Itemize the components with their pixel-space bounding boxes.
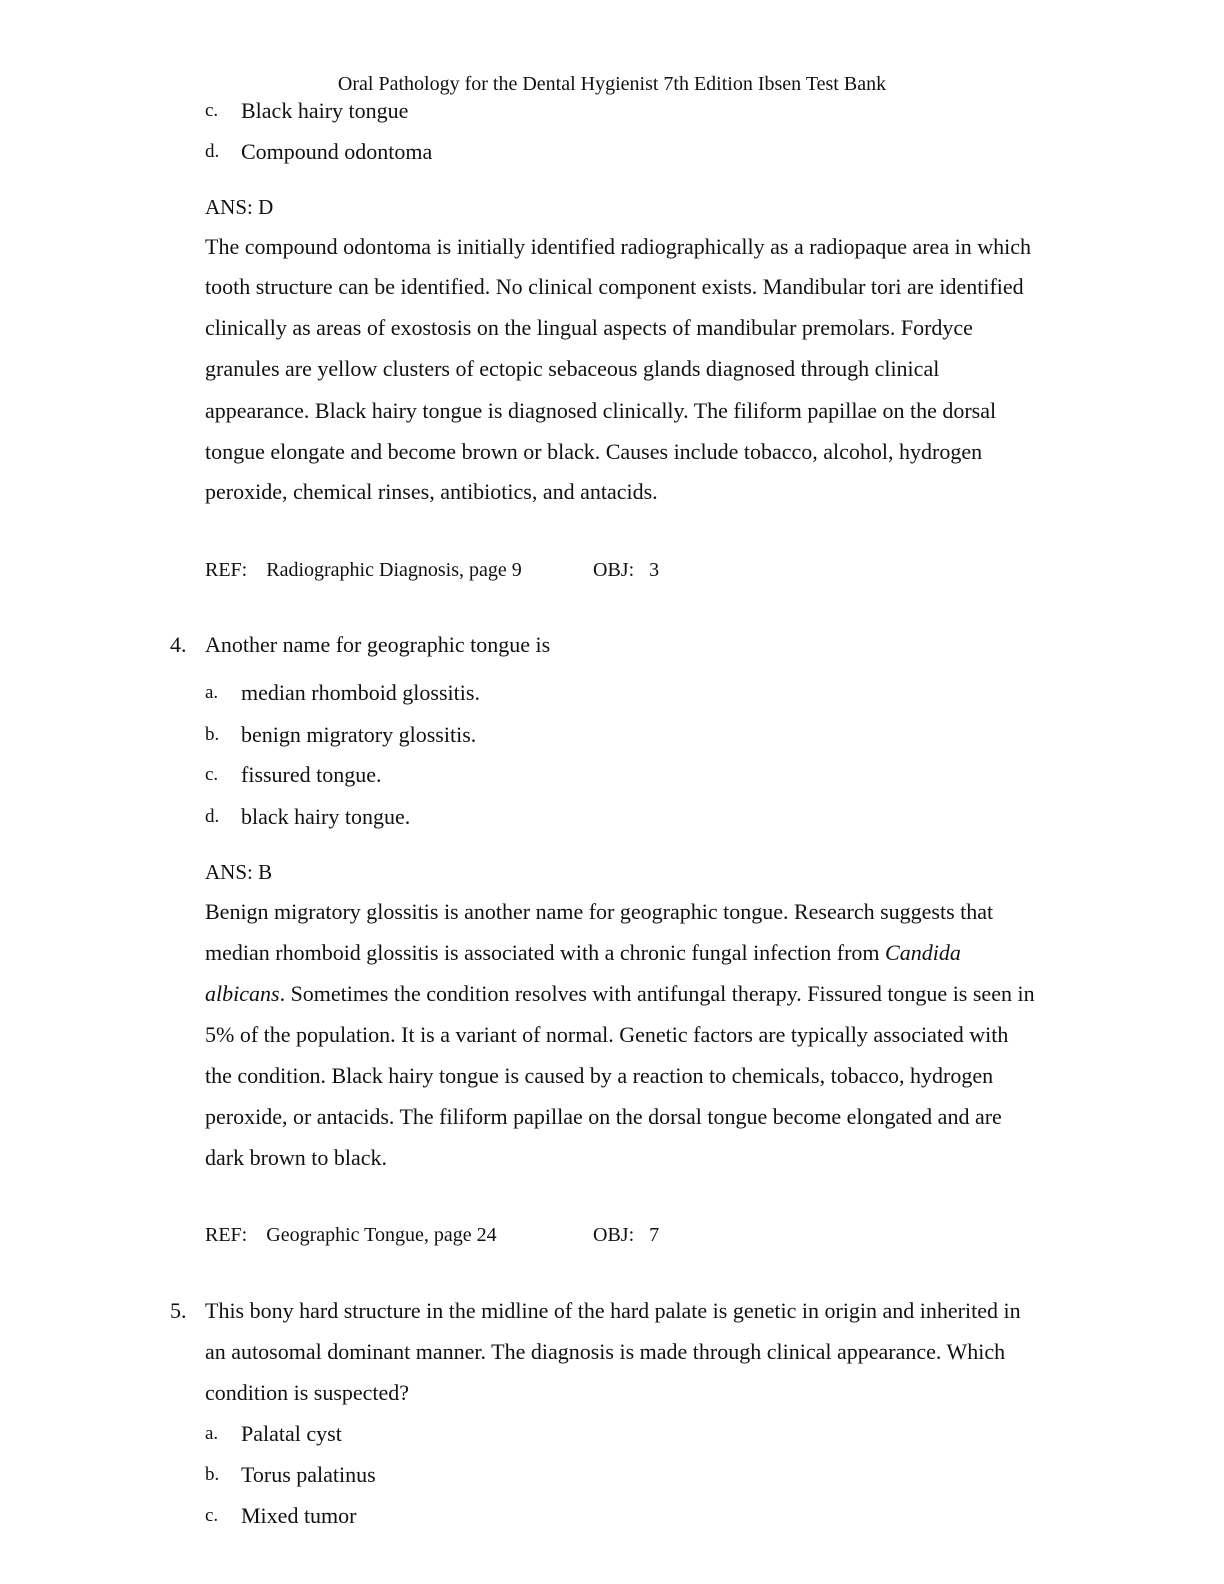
answer-key: ANS: D — [205, 195, 274, 219]
option-text: Mixed tumor — [241, 1503, 357, 1528]
option-letter: d. — [205, 806, 220, 827]
obj-value: 3 — [649, 559, 660, 581]
reference-line — [205, 555, 522, 585]
option-letter: c. — [205, 100, 219, 121]
option-text: Black hairy tongue — [241, 98, 409, 123]
obj-label: OBJ: — [593, 1224, 635, 1246]
ref-label: REF: — [205, 559, 248, 581]
question-stem-line: an autosomal dominant manner. The diagnosis is made through clinical appearance. Which — [205, 1339, 1006, 1364]
question-number: 5. — [170, 1298, 187, 1323]
rationale-line: tongue elongate and become brown or black. Causes include tobacco, alcohol, hydrogen — [205, 439, 983, 464]
rationale-line: peroxide, chemical rinses, antibiotics, and antacids. — [205, 479, 658, 504]
option-text: Torus palatinus — [241, 1462, 376, 1487]
rationale-line: 5% of the population. It is a variant of normal. Genetic factors are typically associated with — [205, 1022, 1009, 1047]
rationale-line: Benign migratory glossitis is another name for geographic tongue. Research suggests that — [205, 899, 994, 924]
option-letter: c. — [205, 1505, 219, 1526]
question-number: 4. — [170, 632, 187, 657]
option-letter: a. — [205, 682, 219, 703]
answer-key: ANS: B — [205, 860, 273, 884]
reference-line — [205, 1220, 497, 1250]
ref-text: Radiographic Diagnosis, page 9 — [266, 559, 522, 581]
rationale-line: granules are yellow clusters of ectopic sebaceous glands diagnosed through clinical — [205, 356, 940, 381]
rationale-line: appearance. Black hairy tongue is diagnosed clinically. The filiform papillae on the dorsal — [205, 398, 997, 423]
option-letter: d. — [205, 141, 220, 162]
rationale-line: clinically as areas of exostosis on the lingual aspects of mandibular premolars. Fordyce — [205, 315, 973, 340]
objective-line — [593, 555, 659, 585]
page-header-title: Oral Pathology for the Dental Hygienist 7th Edition Ibsen Test Bank — [337, 73, 887, 95]
rationale-italic: Candida — [885, 940, 961, 965]
question-stem-line: This bony hard structure in the midline of the hard palate is genetic in origin and inherited in — [205, 1298, 1021, 1323]
rationale-italic: albicans — [205, 981, 280, 1006]
option-text: Palatal cyst — [241, 1421, 342, 1446]
rationale-line — [205, 979, 1035, 1009]
option-letter: a. — [205, 1423, 219, 1444]
question-stem: Another name for geographic tongue is — [205, 632, 551, 657]
rationale-line: the condition. Black hairy tongue is caused by a reaction to chemicals, tobacco, hydrogen — [205, 1063, 994, 1088]
question-stem-line: condition is suspected? — [205, 1380, 410, 1405]
ref-text: Geographic Tongue, page 24 — [266, 1224, 497, 1246]
option-letter: b. — [205, 1464, 220, 1485]
ref-label: REF: — [205, 1224, 248, 1246]
rationale-text: . Sometimes the condition resolves with antifungal therapy. Fissured tongue is seen in — [279, 981, 1035, 1006]
option-text: benign migratory glossitis. — [241, 722, 477, 747]
objective-line — [593, 1220, 659, 1250]
obj-label: OBJ: — [593, 559, 635, 581]
option-letter: b. — [205, 724, 220, 745]
option-text: fissured tongue. — [241, 762, 382, 787]
rationale-line: tooth structure can be identified. No clinical component exists. Mandibular tori are identified — [205, 274, 1024, 299]
rationale-line: dark brown to black. — [205, 1145, 388, 1170]
obj-value: 7 — [649, 1224, 660, 1246]
option-text: black hairy tongue. — [241, 804, 411, 829]
option-text: median rhomboid glossitis. — [241, 680, 480, 705]
rationale-line: peroxide, or antacids. The filiform papillae on the dorsal tongue become elongated and are — [205, 1104, 1002, 1129]
rationale-line — [205, 938, 961, 968]
option-letter: c. — [205, 764, 219, 785]
option-text: Compound odontoma — [241, 139, 433, 164]
rationale-line: The compound odontoma is initially identified radiographically as a radiopaque area in which — [205, 234, 1031, 259]
rationale-text: median rhomboid glossitis is associated with a chronic fungal infection from — [205, 940, 886, 965]
